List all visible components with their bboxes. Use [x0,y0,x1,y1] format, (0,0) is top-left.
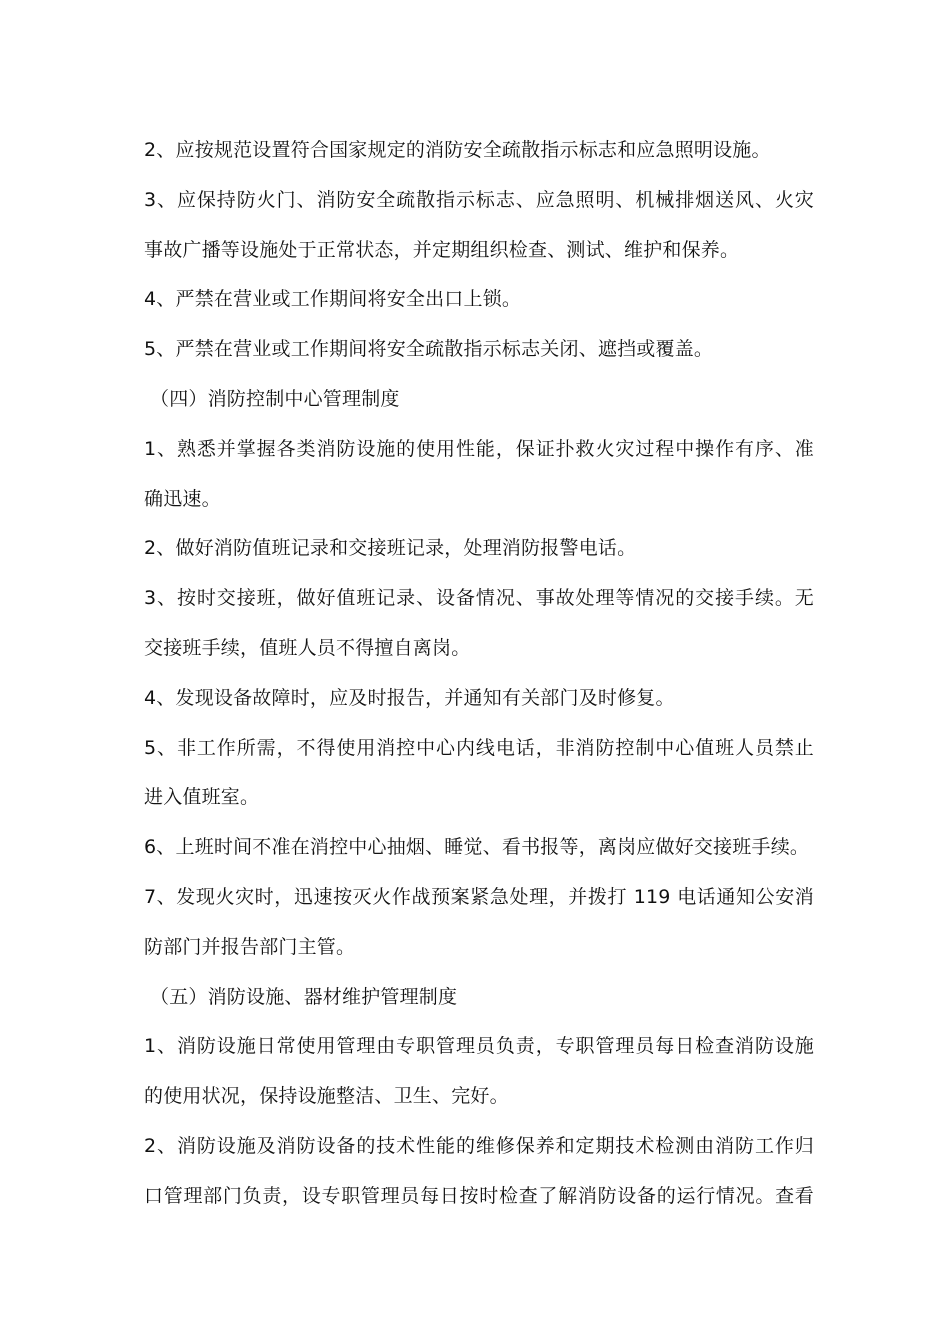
paragraph-line: 2、做好消防值班记录和交接班记录，处理消防报警电话。 [144,537,637,560]
paragraph-line: 交接班手续，值班人员不得擅自离岗。 [144,636,471,659]
paragraph-line: 2、应按规范设置符合国家规定的消防安全疏散指示标志和应急照明设施。 [144,139,771,161]
paragraph-line: 4、严禁在营业或工作期间将安全出口上锁。 [144,288,522,311]
paragraph-line: 6、上班时间不准在消控中心抽烟、睡觉、看书报等，离岗应做好交接班手续。 [144,836,810,859]
section-heading: （四）消防控制中心管理制度 [150,387,400,410]
paragraph-line: 1、熟悉并掌握各类消防设施的使用性能，保证扑救火灾过程中操作有序、准 [144,437,814,460]
paragraph-line: 1、消防设施日常使用管理由专职管理员负责，专职管理员每日检查消防设施 [144,1035,814,1058]
paragraph-line: 的使用状况，保持设施整洁、卫生、完好。 [144,1085,509,1108]
paragraph-line: 口管理部门负责，设专职管理员每日按时检查了解消防设备的运行情况。查看 [144,1184,814,1207]
paragraph-line: 3、应保持防火门、消防安全疏散指示标志、应急照明、机械排烟送风、火灾 [144,188,814,211]
paragraph-line: 防部门并报告部门主管。 [144,935,356,958]
paragraph-line: 3、按时交接班，做好值班记录、设备情况、事故处理等情况的交接手续。无 [144,587,814,610]
document-body [144,126,814,1222]
paragraph-line: 7、发现火灾时，迅速按灭火作战预案紧急处理，并拨打 119 电话通知公安消 [144,885,814,908]
paragraph-line: 5、严禁在营业或工作期间将安全疏散指示标志关闭、遮挡或覆盖。 [144,338,714,361]
paragraph-line: 5、非工作所需，不得使用消控中心内线电话，非消防控制中心值班人员禁止 [144,736,814,759]
paragraph-line: 事故广播等设施处于正常状态，并定期组织检查、测试、维护和保养。 [144,238,740,261]
section-heading: （五）消防设施、器材维护管理制度 [150,985,458,1008]
paragraph-line: 2、消防设施及消防设备的技术性能的维修保养和定期技术检测由消防工作归 [144,1134,814,1157]
paragraph-line: 4、发现设备故障时，应及时报告，并通知有关部门及时修复。 [144,686,675,709]
paragraph-line: 进入值班室。 [144,786,260,809]
paragraph-line: 确迅速。 [144,487,221,510]
